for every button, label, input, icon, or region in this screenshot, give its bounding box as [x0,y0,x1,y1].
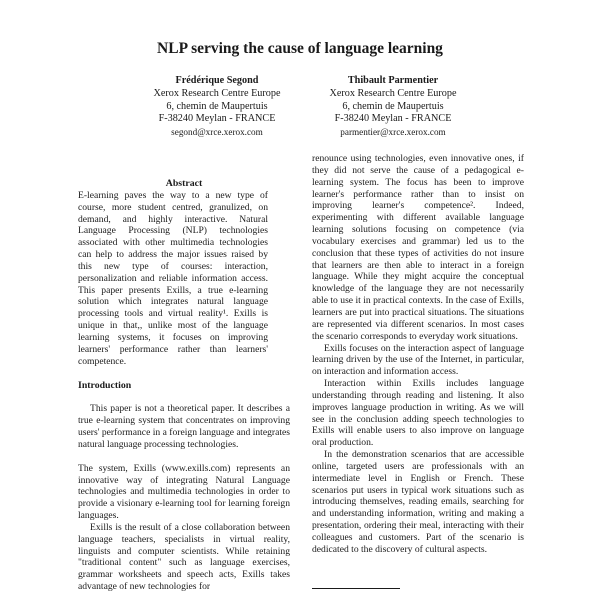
author-org: Xerox Research Centre Europe [329,87,457,99]
paragraph: Exills is the result of a close collaboration between language teachers, specialists in virtual reality, linguists and computer scientists. While retaining "traditional content" such as language exercises, grammar worksheets and speech acts, Exills takes advantage of new technologies for [78,521,290,593]
footnote-divider [312,588,400,589]
paragraph: The system, Exills (www.exills.com) represents an innovative way of integrating Natural Language technologies and multimedia technologies in order to provide a visionary e-learning tool for learning foreign languages. [78,462,290,522]
author-street: 6, chemin de Maupertuis [166,100,268,112]
paragraph: renounce using technologies, even innovative ones, if they did not serve the cause of a pedagogical e-learning system. The focus has been to improve learner's performance rather than to insist on improving learner's competence². Indeed, experimenting with different available language learning solutions focusing on competence (via vocabulary exercises and grammar) led us to the conclusion that these types of activities do not insure that learners are then able to interact in a foreign language. While they might acquire the conceptual knowledge of the language they are not necessarily able to use it in practical contexts. In the case of Exills, learners are put into practical situations. The situations are represented via different scenarios. In most cases the scenario corresponds to everyday work situations. [312,153,524,342]
paragraph: Interaction within Exills includes language understanding through reading and listening. It also improves language production in writing. As we will see in the conclusion adding speech technologies to Exills will enable users to also improve on language oral production. [312,378,524,449]
author-city: F-38240 Meylan - FRANCE [334,113,452,125]
author-street: 6, chemin de Maupertuis [342,100,444,112]
abstract-heading: Abstract [165,178,203,189]
paragraph: This paper is not a theoretical paper. It describes a true e-learning system that concentrates on improving users' performance in a foreign language and integrates natural language processing technologies. [78,403,290,450]
paper-title: NLP serving the cause of language learning [157,40,443,57]
introduction-heading: Introduction [78,379,132,391]
author-email: parmentier@xrce.xerox.com [340,127,446,138]
author-email: segond@xrce.xerox.com [171,127,263,138]
author-org: Xerox Research Centre Europe [153,87,281,99]
author-name: Frédérique Segond [175,75,259,86]
author-name: Thibault Parmentier [347,75,439,86]
paragraph: Exills focuses on the interaction aspect of language learning driven by the use of the Internet, in particular, on interaction and information access. [312,342,524,378]
author-city: F-38240 Meylan - FRANCE [158,113,276,125]
author-block-2 [288,75,498,139]
paragraph: In the demonstration scenarios that are accessible online, targeted users are professionals with an intermediate level in English or French. These scenarios put users in typical work situations such as introducing themselves, reading emails, searching for and understanding information, writing and making a presentation, ordering their meal, interacting with their colleagues and customers. Part of the scenario is dedicated to the discovery of cultural aspects. [312,449,524,555]
left-column [78,178,290,593]
abstract-text: E-learning paves the way to a new type of course, more student centred, granulized, on demand, and highly interactive. Natural Language Processing (NLP) technologies associated with other multimedia technologies can help to address the major issues raised by this new type of courses: interaction, personalization and reliable information access. This paper presents Exills, a true e-learning solution which integrates natural language processing tools and virtual reality¹. Exills is unique in that,, unlike most of the language learning systems, it focuses on improving learners' performance rather than learners' competence. [78,189,268,367]
right-column [312,153,524,556]
